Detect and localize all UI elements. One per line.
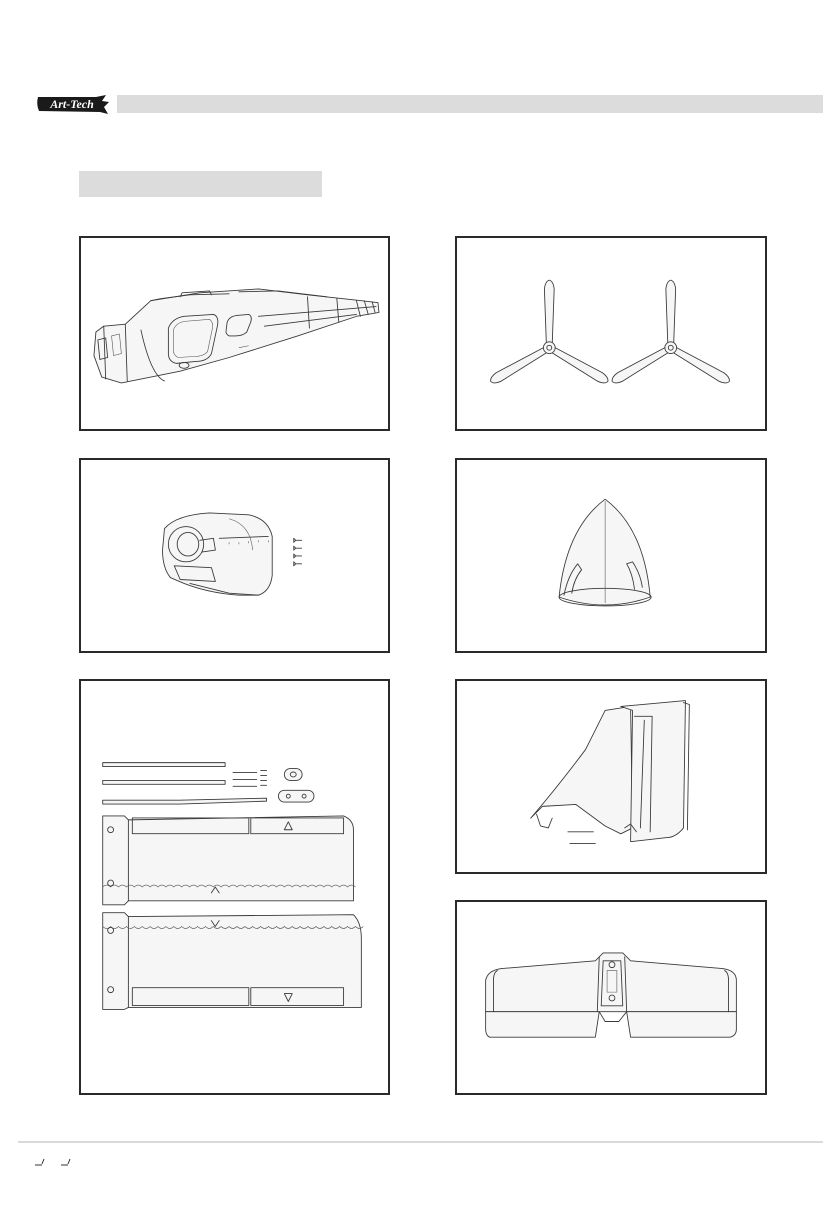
vertical-stabilizer-panel xyxy=(455,679,767,874)
cowling-panel xyxy=(79,458,390,653)
propellers-panel xyxy=(455,236,767,431)
wing-joiner-rods xyxy=(103,763,267,804)
right-wing-half xyxy=(103,913,364,1010)
wing-illustration xyxy=(81,681,388,1093)
wing-panel xyxy=(79,679,390,1095)
wing-pins xyxy=(233,771,267,787)
art-tech-logo xyxy=(34,93,110,115)
page-marks xyxy=(34,1154,94,1166)
wing-brackets xyxy=(278,769,314,803)
vertical-stabilizer-illustration xyxy=(457,681,765,872)
section-title-bar xyxy=(79,171,322,197)
propellers-illustration xyxy=(457,238,765,429)
spinner-panel xyxy=(455,458,767,653)
logo-text: Art-Tech xyxy=(50,97,94,111)
fuselage-illustration xyxy=(81,238,388,429)
stabilizer-rods xyxy=(568,832,595,844)
header-bar xyxy=(117,95,823,113)
spinner-illustration xyxy=(457,460,765,651)
horizontal-stabilizer-panel xyxy=(455,900,767,1095)
fuselage-panel xyxy=(79,236,390,431)
horizontal-stabilizer-illustration xyxy=(457,902,765,1093)
left-wing-half xyxy=(103,816,356,905)
footer-divider xyxy=(18,1141,823,1143)
cowling-illustration xyxy=(81,460,388,651)
cowling-screws xyxy=(294,538,302,565)
